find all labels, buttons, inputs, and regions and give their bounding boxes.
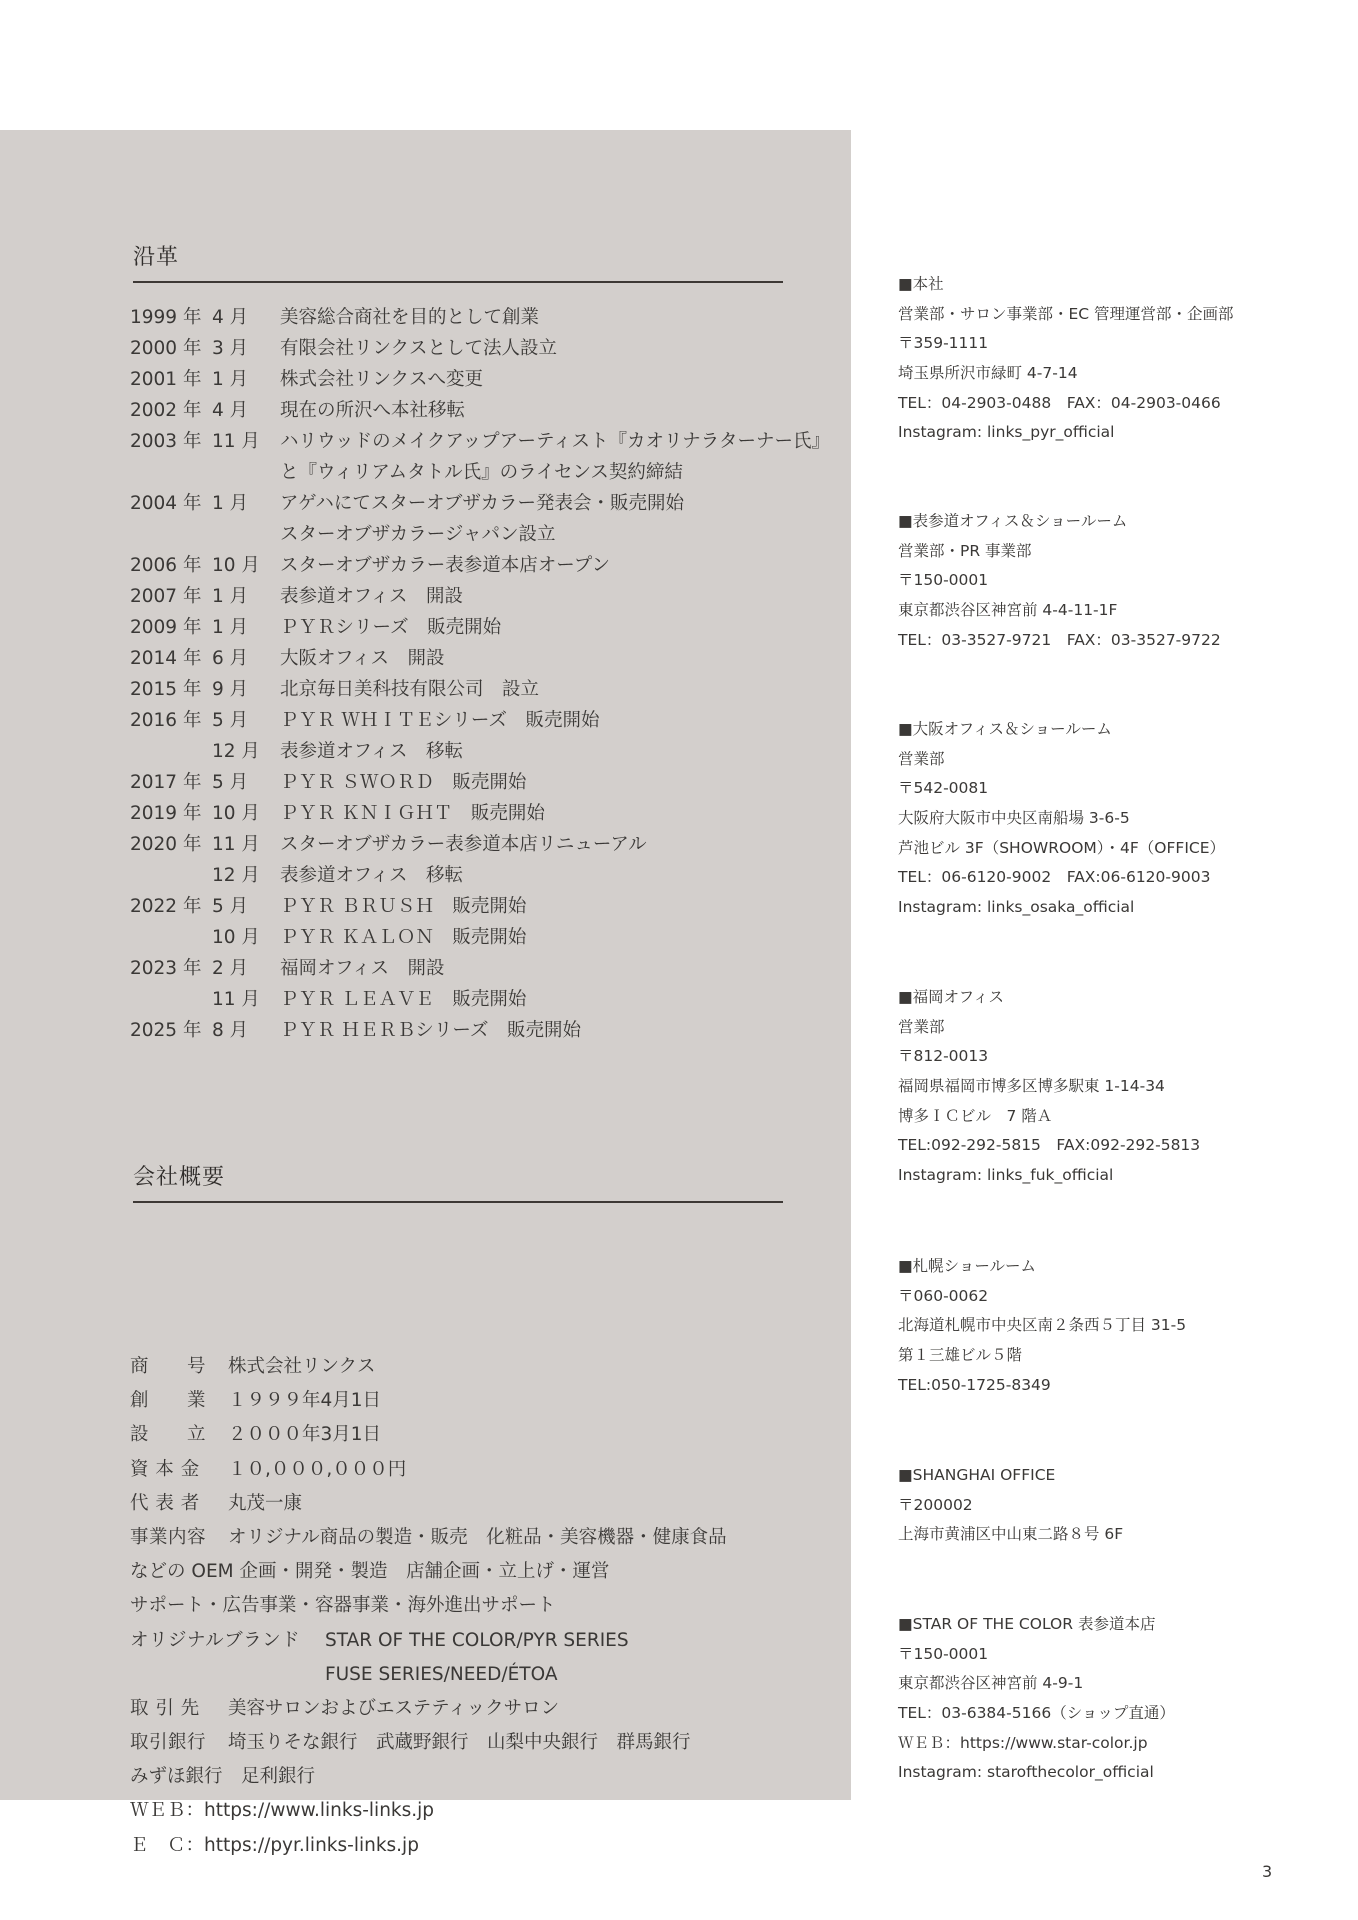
office-line: TEL:050-1725-8349 (898, 1375, 1051, 1394)
office-block (898, 1252, 1338, 1400)
history-row (130, 333, 830, 364)
history-month: 1 月 (212, 493, 249, 514)
history-event: 有限会社リンクスとして法人設立 (280, 338, 557, 359)
history-month (212, 457, 280, 488)
history-year (130, 922, 212, 953)
history-list (130, 302, 830, 1046)
history-month: 1 月 (212, 369, 249, 390)
overview-value: ２０００年3月1日 (228, 1424, 382, 1446)
overview-label: 代 表 者 (130, 1492, 200, 1514)
history-year (130, 984, 212, 1015)
office-line: TEL：04-2903-0488 FAX：04-2903-0466 (898, 393, 1221, 412)
office-line: 上海市黄浦区中山東二路８号 6F (898, 1525, 1124, 1544)
history-month: 10 月 (212, 927, 260, 948)
history-event: ＰＹＲ ＫＮＩＧＨＴ 販売開始 (280, 803, 545, 824)
office-name: ■大阪オフィス＆ショールーム (898, 720, 1112, 738)
history-row (130, 674, 830, 705)
history-year: 2025 年 (130, 1020, 202, 1041)
office-line: ＷＥＢ：https://www.star-color.jp (898, 1733, 1148, 1752)
history-row (130, 395, 830, 426)
history-month: 9 月 (212, 679, 249, 700)
history-row (130, 550, 830, 581)
overview-row (130, 1350, 727, 1384)
history-year (130, 736, 212, 767)
history-event: ＰＹＲ ＷＨＩＴＥシリーズ 販売開始 (280, 710, 600, 731)
office-line: 北海道札幌市中央区南２条西５丁目 31-5 (898, 1316, 1187, 1335)
history-row (130, 1015, 830, 1046)
history-event: ハリウッドのメイクアップアーティスト『カオリナラターナー氏』 (280, 431, 831, 452)
overview-label: 事業内容 (130, 1526, 207, 1548)
history-month: 3 月 (212, 338, 249, 359)
history-row (130, 891, 830, 922)
overview-value: 埼玉りそな銀行 武蔵野銀行 山梨中央銀行 群馬銀行 (228, 1732, 691, 1754)
history-year: 2022 年 (130, 896, 202, 917)
history-event: 表参道オフィス 開設 (280, 586, 463, 607)
overview-row (130, 1794, 727, 1828)
office-line: 〒060-0062 (898, 1286, 989, 1305)
overview-row (130, 1589, 727, 1623)
history-month: 5 月 (212, 896, 249, 917)
history-year: 2015 年 (130, 679, 202, 700)
history-month (212, 519, 280, 550)
overview-value: などの OEM 企画・開発・製造 店舗企画・立上げ・運営 (130, 1561, 610, 1583)
office-line: 〒542-0081 (898, 779, 989, 798)
overview-heading: 会社概要 (133, 1160, 783, 1203)
history-event: と『ウィリアムタトル氏』のライセンス契約締結 (280, 462, 683, 483)
history-month: 4 月 (212, 307, 249, 328)
history-year: 2016 年 (130, 710, 202, 731)
office-line: 〒150-0001 (898, 571, 989, 590)
page-number: 3 (1262, 1862, 1273, 1881)
history-year: 2017 年 (130, 772, 202, 793)
history-event: ＰＹＲ ＨＥＲＢシリーズ 販売開始 (280, 1020, 581, 1041)
office-line: 埼玉県所沢市緑町 4-7-14 (898, 364, 1078, 383)
office-block (898, 715, 1338, 923)
history-row (130, 922, 830, 953)
overview-row (130, 1555, 727, 1589)
history-row (130, 581, 830, 612)
office-line: 東京都渋谷区神宮前 4-9-1 (898, 1674, 1084, 1693)
history-heading: 沿革 (133, 240, 783, 283)
overview-label (130, 1658, 325, 1692)
office-name: ■本社 (898, 275, 944, 293)
history-row (130, 643, 830, 674)
office-name: ■福岡オフィス (898, 988, 1004, 1006)
history-event: ＰＹＲ ＬＥＡＶＥ 販売開始 (280, 989, 527, 1010)
overview-row (130, 1829, 727, 1863)
history-row (130, 860, 830, 891)
history-row (130, 984, 830, 1015)
history-row (130, 519, 830, 550)
history-month: 10 月 (212, 555, 260, 576)
history-event: 現在の所沢へ本社移転 (280, 400, 466, 421)
overview-row (130, 1384, 727, 1418)
history-year: 2004 年 (130, 493, 202, 514)
history-row (130, 302, 830, 333)
history-event: アゲハにてスターオブザカラー発表会・販売開始 (280, 493, 685, 514)
office-line: 〒150-0001 (898, 1644, 989, 1663)
office-line: Instagram: links_pyr_official (898, 423, 1115, 442)
history-row (130, 705, 830, 736)
office-line: 〒812-0013 (898, 1047, 989, 1066)
overview-value: STAR OF THE COLOR/PYR SERIES (325, 1629, 629, 1651)
history-year: 2001 年 (130, 369, 202, 390)
overview-value: サポート・広告事業・容器事業・海外進出サポート (130, 1595, 556, 1617)
history-row (130, 953, 830, 984)
history-row (130, 767, 830, 798)
history-event: 表参道オフィス 移転 (280, 741, 463, 762)
history-row (130, 736, 830, 767)
office-line: 東京都渋谷区神宮前 4-4-11-1F (898, 601, 1118, 620)
office-line: 博多ＩＣビル 7 階Ａ (898, 1106, 1053, 1125)
history-year: 2007 年 (130, 586, 202, 607)
history-event: 福岡オフィス 開設 (280, 958, 445, 979)
office-line: TEL：03-3527-9721 FAX：03-3527-9722 (898, 630, 1221, 649)
overview-row (130, 1487, 727, 1521)
overview-list (130, 1350, 727, 1863)
office-block (898, 1461, 1338, 1550)
history-month: 1 月 (212, 617, 249, 638)
overview-label: オリジナルブランド (130, 1629, 301, 1651)
overview-row (130, 1692, 727, 1726)
office-name: ■STAR OF THE COLOR 表参道本店 (898, 1615, 1156, 1633)
office-line: 営業部・PR 事業部 (898, 541, 1032, 560)
office-block (898, 270, 1338, 448)
history-year: 1999 年 (130, 307, 202, 328)
office-line: Instagram: starofthecolor_official (898, 1763, 1154, 1782)
overview-row (130, 1624, 727, 1658)
history-year: 2006 年 (130, 555, 202, 576)
office-line: 営業部 (898, 749, 945, 768)
overview-value: ＷＥＢ：https://www.links-links.jp (130, 1800, 435, 1822)
history-event: ＰＹＲ ＫＡＬＯＮ 販売開始 (280, 927, 527, 948)
history-row (130, 364, 830, 395)
overview-label: 創 業 (130, 1390, 207, 1412)
history-event: 大阪オフィス 開設 (280, 648, 445, 669)
history-event: スターオブザカラー表参道本店リニューアル (280, 834, 647, 855)
overview-value: １９９９年4月1日 (228, 1390, 382, 1412)
history-month: 11 月 (212, 834, 260, 855)
history-year: 2003 年 (130, 431, 202, 452)
office-name: ■札幌ショールーム (898, 1257, 1037, 1275)
office-line: Instagram: links_osaka_official (898, 898, 1135, 917)
overview-value: Ｅ Ｃ：https://pyr.links-links.jp (130, 1834, 419, 1856)
history-year: 2000 年 (130, 338, 202, 359)
overview-value: オリジナル商品の製造・販売 化粧品・美容機器・健康食品 (228, 1526, 727, 1548)
history-year: 2014 年 (130, 648, 202, 669)
overview-row (130, 1726, 727, 1760)
history-month: 1 月 (212, 586, 249, 607)
office-line: 大阪府大阪市中央区南船場 3-6-5 (898, 809, 1130, 828)
overview-label: 資 本 金 (130, 1458, 200, 1480)
overview-label: 取 引 先 (130, 1697, 200, 1719)
office-line: TEL：06-6120-9002 FAX:06-6120-9003 (898, 868, 1211, 887)
office-line: 福岡県福岡市博多区博多駅東 1-14-34 (898, 1077, 1165, 1096)
history-row (130, 457, 830, 488)
history-event: スターオブザカラー表参道本店オープン (280, 555, 611, 576)
office-block (898, 1610, 1338, 1788)
history-month: 10 月 (212, 803, 260, 824)
office-line: 〒200002 (898, 1495, 973, 1514)
overview-value: みずほ銀行 足利銀行 (130, 1766, 316, 1788)
overview-row (130, 1658, 727, 1692)
history-row (130, 829, 830, 860)
history-row (130, 798, 830, 829)
history-year: 2019 年 (130, 803, 202, 824)
office-block (898, 983, 1338, 1191)
history-month: 4 月 (212, 400, 249, 421)
overview-label: 商 号 (130, 1356, 207, 1377)
overview-label: 設 立 (130, 1424, 207, 1446)
history-month: 5 月 (212, 772, 249, 793)
history-month: 12 月 (212, 741, 260, 762)
history-event: 美容総合商社を目的として創業 (280, 307, 540, 328)
office-line: TEL:092-292-5815 FAX:092-292-5813 (898, 1136, 1201, 1155)
history-month: 11 月 (212, 431, 260, 452)
office-line: 第１三雄ビル５階 (898, 1346, 1023, 1365)
overview-row (130, 1521, 727, 1555)
office-line: 芦池ビル 3F（SHOWROOM）・4F（OFFICE） (898, 838, 1226, 857)
office-line: 営業部・サロン事業部・EC 管理運営部・企画部 (898, 304, 1234, 323)
office-block (898, 507, 1338, 655)
office-line: 営業部 (898, 1017, 945, 1036)
left-panel (0, 130, 851, 1856)
history-month: 2 月 (212, 958, 249, 979)
history-month: 8 月 (212, 1020, 249, 1041)
overview-label: 取引銀行 (130, 1732, 207, 1754)
history-row (130, 426, 830, 457)
history-row (130, 488, 830, 519)
overview-value: 株式会社リンクス (228, 1356, 376, 1377)
history-event: 北京毎日美科技有限公司 設立 (280, 679, 540, 700)
history-year (130, 860, 212, 891)
overview-row (130, 1760, 727, 1794)
office-line: 〒359-1111 (898, 334, 989, 353)
overview-value: １０,０００,０００円 (228, 1458, 407, 1480)
overview-row (130, 1453, 727, 1487)
overview-value: FUSE SERIES/NEED/ÉTOA (325, 1663, 558, 1685)
history-year (130, 519, 212, 550)
history-month: 11 月 (212, 989, 260, 1010)
office-line: TEL：03-6384-5166（ショップ直通） (898, 1704, 1175, 1723)
history-year: 2023 年 (130, 958, 202, 979)
history-event: 株式会社リンクスへ変更 (280, 369, 483, 390)
overview-row (130, 1418, 727, 1452)
office-line: Instagram: links_fuk_official (898, 1166, 1114, 1185)
office-name: ■表参道オフィス＆ショールーム (898, 512, 1128, 530)
history-event: 表参道オフィス 移転 (280, 865, 463, 886)
history-month: 5 月 (212, 710, 249, 731)
history-year: 2009 年 (130, 617, 202, 638)
history-year (130, 457, 212, 488)
history-event: ＰＹＲシリーズ 販売開始 (280, 617, 502, 638)
office-name: ■SHANGHAI OFFICE (898, 1466, 1056, 1484)
history-event: ＰＹＲ ＳＷＯＲＤ 販売開始 (280, 772, 527, 793)
history-event: スターオブザカラージャパン設立 (280, 524, 556, 545)
history-row (130, 612, 830, 643)
history-year: 2002 年 (130, 400, 202, 421)
overview-value: 丸茂一康 (228, 1492, 303, 1514)
history-month: 12 月 (212, 865, 260, 886)
history-event: ＰＹＲ ＢＲＵＳＨ 販売開始 (280, 896, 527, 917)
overview-value: 美容サロンおよびエステティックサロン (228, 1697, 560, 1719)
history-month: 6 月 (212, 648, 249, 669)
history-year: 2020 年 (130, 834, 202, 855)
